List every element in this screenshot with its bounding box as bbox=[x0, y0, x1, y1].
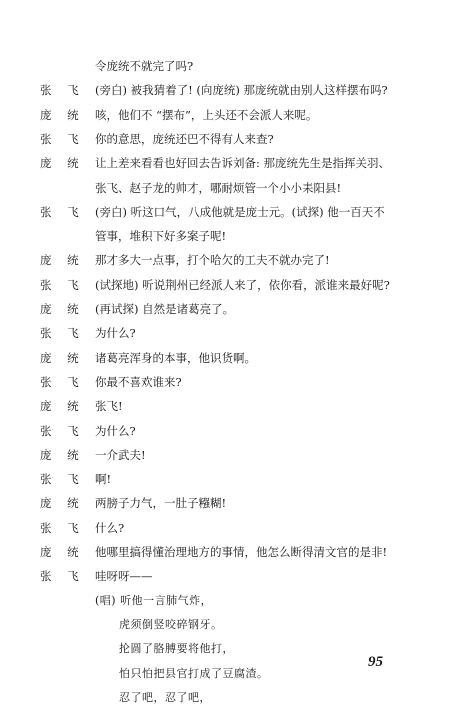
dialogue-text: 他哪里搞得懂治理地方的事情，他怎么断得清文官的是非! bbox=[95, 545, 388, 559]
dialogue-text: 你的意思，庞统还巴不得有人来查? bbox=[95, 131, 274, 146]
speaker-name: 庞 统 bbox=[40, 302, 85, 316]
dialogue-text: 两膀子力气，一肚子糨糊! bbox=[95, 496, 227, 511]
song-line bbox=[0, 615, 464, 635]
dialogue-line bbox=[0, 323, 464, 343]
speaker-name: 庞 统 bbox=[40, 545, 85, 559]
dialogue-line bbox=[0, 348, 464, 368]
dialogue-line bbox=[0, 566, 464, 586]
dialogue-text: 为什么? bbox=[95, 326, 136, 341]
dialogue-text: 什么? bbox=[95, 520, 125, 535]
dialogue-text: (旁白) 听这口气，八成他就是庞士元。(试探) 他一百天不 bbox=[95, 204, 385, 219]
dialogue-line bbox=[0, 105, 464, 125]
speaker-name: 张 飞 bbox=[40, 83, 85, 98]
speaker-name: 张 飞 bbox=[40, 374, 85, 389]
speaker-name: 张 飞 bbox=[40, 326, 85, 341]
speaker-name: 张 飞 bbox=[40, 131, 85, 146]
dialogue-line bbox=[0, 275, 464, 295]
song-text: 抡圆了胳膊要将他打， bbox=[119, 642, 234, 656]
song-line bbox=[0, 591, 464, 611]
dialogue-line bbox=[0, 153, 464, 173]
dialogue-text: 啊! bbox=[95, 472, 112, 487]
song-text: 怕只怕把县官打成了豆腐渣。 bbox=[119, 666, 269, 680]
dialogue-text: 让上差来看看也好回去告诉刘备: 那庞统先生是指挥关羽、 bbox=[95, 156, 391, 171]
speaker-name: 张 飞 bbox=[40, 423, 85, 438]
dialogue-text: 诸葛亮浑身的本事，他识货啊。 bbox=[95, 350, 256, 365]
dialogue-line bbox=[0, 202, 464, 222]
dialogue-text: 咳，他们不 “摆布”，上头还不会派人来呢。 bbox=[95, 107, 318, 122]
dialogue-line bbox=[0, 226, 464, 246]
speaker-name: 庞 统 bbox=[40, 399, 85, 414]
dialogue-line bbox=[0, 542, 464, 562]
dialogue-text: 张飞、赵子龙的帅才，哪耐烦管一个小小耒阳县! bbox=[95, 180, 342, 195]
dialogue-line bbox=[0, 493, 464, 513]
dialogue-text: (旁白) 被我猜着了! (向庞统) 那庞统就由别人这样摆布吗? bbox=[95, 83, 388, 98]
dialogue-text: (试探地) 听说荆州已经派人来了，依你看，派谁来最好呢? bbox=[95, 277, 390, 292]
dialogue-text: 为什么? bbox=[95, 423, 136, 438]
dialogue-line bbox=[0, 178, 464, 198]
dialogue-line bbox=[0, 80, 464, 100]
dialogue-line bbox=[0, 518, 464, 538]
speaker-name: 庞 统 bbox=[40, 156, 85, 171]
song-text: 虎须倒竖咬碎钢牙。 bbox=[119, 617, 223, 631]
speaker-name: 庞 统 bbox=[40, 447, 85, 462]
song-line bbox=[0, 639, 464, 659]
dialogue-text: 你最不喜欢谁来? bbox=[95, 374, 182, 389]
song-line bbox=[0, 664, 464, 684]
speaker-name: 张 飞 bbox=[40, 520, 85, 535]
speaker-name: 庞 统 bbox=[40, 496, 85, 511]
speaker-name: 庞 统 bbox=[40, 350, 85, 365]
dialogue-line bbox=[0, 445, 464, 465]
song-text: (唱) 听他一言肺气炸， bbox=[95, 593, 213, 607]
speaker-name: 张 飞 bbox=[40, 569, 85, 584]
song-text: 忍了吧，忍了吧， bbox=[119, 690, 211, 704]
dialogue-line bbox=[0, 421, 464, 441]
speaker-name: 庞 统 bbox=[40, 253, 85, 268]
speaker-name: 张 飞 bbox=[40, 277, 85, 292]
dialogue-line bbox=[0, 129, 464, 149]
dialogue-line bbox=[0, 372, 464, 392]
dialogue-line bbox=[0, 250, 464, 270]
speaker-name: 张 飞 bbox=[40, 204, 85, 219]
dialogue-text: 一介武夫! bbox=[95, 447, 146, 462]
dialogue-line bbox=[0, 469, 464, 489]
dialogue-text: 那才多大一点事，打个哈欠的工夫不就办完了! bbox=[95, 253, 330, 268]
speaker-name: 张 飞 bbox=[40, 472, 85, 487]
dialogue-text: 管事，堆积下好多案子呢! bbox=[95, 229, 227, 244]
song-line bbox=[0, 688, 464, 708]
speaker-name: 庞 统 bbox=[40, 107, 85, 122]
dialogue-text: 令庞统不就完了吗? bbox=[95, 59, 194, 73]
page-number: 95 bbox=[368, 654, 383, 670]
dialogue-line bbox=[0, 396, 464, 416]
dialogue-text: 哇呀呀—— bbox=[95, 569, 153, 584]
dialogue-line bbox=[0, 299, 464, 319]
dialogue-text: 张飞! bbox=[95, 399, 123, 414]
dialogue-line bbox=[0, 56, 464, 76]
dialogue-text: (再试探) 自然是诸葛亮了。 bbox=[95, 302, 235, 316]
